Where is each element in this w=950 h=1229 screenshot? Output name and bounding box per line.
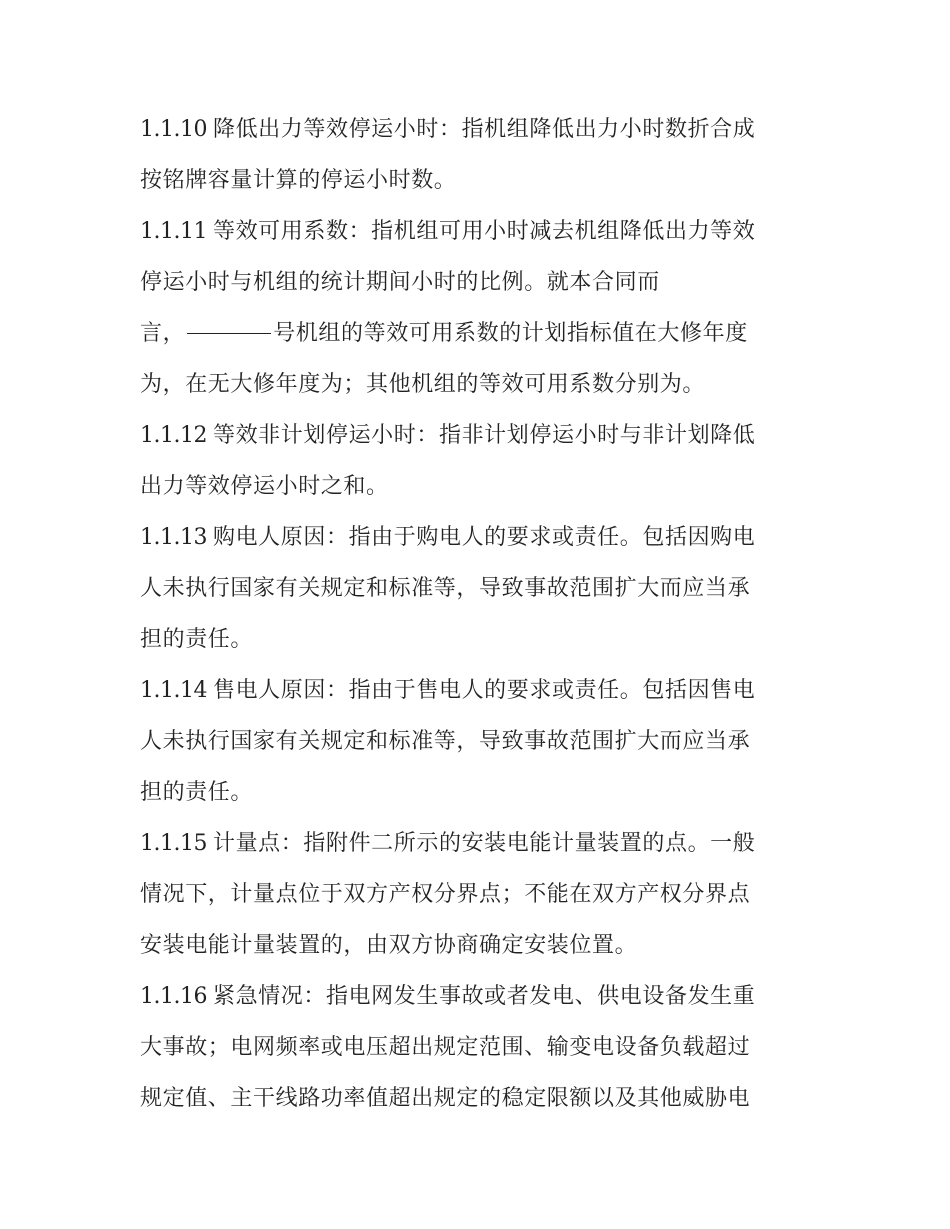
text-line — [140, 818, 820, 869]
clause-1-1-10 — [140, 104, 820, 206]
clause-text: 售电人原因：指由于售电人的要求或责任。包括因售电 — [212, 678, 756, 703]
text-line: 担的责任。 — [140, 627, 254, 652]
clause-text: 降低出力等效停运小时：指机组降低出力小时数折合成 — [212, 117, 756, 142]
clause-number: 1.1.13 — [140, 525, 207, 550]
text-line: 停运小时与机组的统计期间小时的比例。就本合同而 — [140, 270, 660, 295]
text-line: 担的责任。 — [140, 780, 254, 805]
text-line — [140, 410, 820, 461]
clause-text: 计量点：指附件二所示的安装电能计量装置的点。一般 — [212, 831, 756, 856]
text-line: 人未执行国家有关规定和标准等，导致事故范围扩大而应当承 — [140, 729, 751, 754]
clause-number: 1.1.15 — [140, 831, 207, 856]
text-line — [140, 971, 820, 1022]
text-line: 为，在无大修年度为；其他机组的等效可用系数分别为。 — [140, 372, 706, 397]
clause-text: 号机组的等效可用系数的计划指标值在大修年度 — [273, 321, 748, 346]
clause-number: 1.1.12 — [140, 423, 207, 448]
clause-number: 1.1.16 — [140, 984, 207, 1009]
text-line: 情况下，计量点位于双方产权分界点；不能在双方产权分界点 — [140, 882, 751, 907]
text-line: 规定值、主干线路功率值超出规定的稳定限额以及其他威胁电 — [140, 1086, 751, 1111]
text-line — [140, 665, 820, 716]
document-body — [140, 104, 820, 1124]
text-line — [140, 104, 820, 155]
clause-number: 1.1.10 — [140, 117, 207, 142]
clause-1-1-11 — [140, 206, 820, 410]
text-line: 人未执行国家有关规定和标准等，导致事故范围扩大而应当承 — [140, 576, 751, 601]
clause-text: 言， — [140, 321, 186, 346]
clause-text: 等效可用系数：指机组可用小时减去机组降低出力等效 — [212, 219, 756, 244]
clause-text: 紧急情况：指电网发生事故或者发电、供电设备发生重 — [212, 984, 756, 1009]
clause-text: 购电人原因：指由于购电人的要求或责任。包括因购电 — [212, 525, 756, 550]
text-line — [140, 308, 820, 359]
clause-1-1-13 — [140, 512, 820, 665]
text-line: 按铭牌容量计算的停运小时数。 — [140, 168, 457, 193]
clause-1-1-14 — [140, 665, 820, 818]
clause-text: 等效非计划停运小时：指非计划停运小时与非计划降低 — [212, 423, 756, 448]
clause-number: 1.1.14 — [140, 678, 207, 703]
fill-in-blank — [187, 332, 271, 334]
clause-number: 1.1.11 — [140, 219, 207, 244]
text-line: 安装电能计量装置的，由双方协商确定安装位置。 — [140, 933, 638, 958]
clause-1-1-12 — [140, 410, 820, 512]
text-line: 大事故；电网频率或电压超出规定范围、输变电设备负载超过 — [140, 1035, 751, 1060]
text-line: 出力等效停运小时之和。 — [140, 474, 389, 499]
clause-1-1-15 — [140, 818, 820, 971]
text-line — [140, 512, 820, 563]
clause-1-1-16 — [140, 971, 820, 1124]
text-line — [140, 206, 820, 257]
